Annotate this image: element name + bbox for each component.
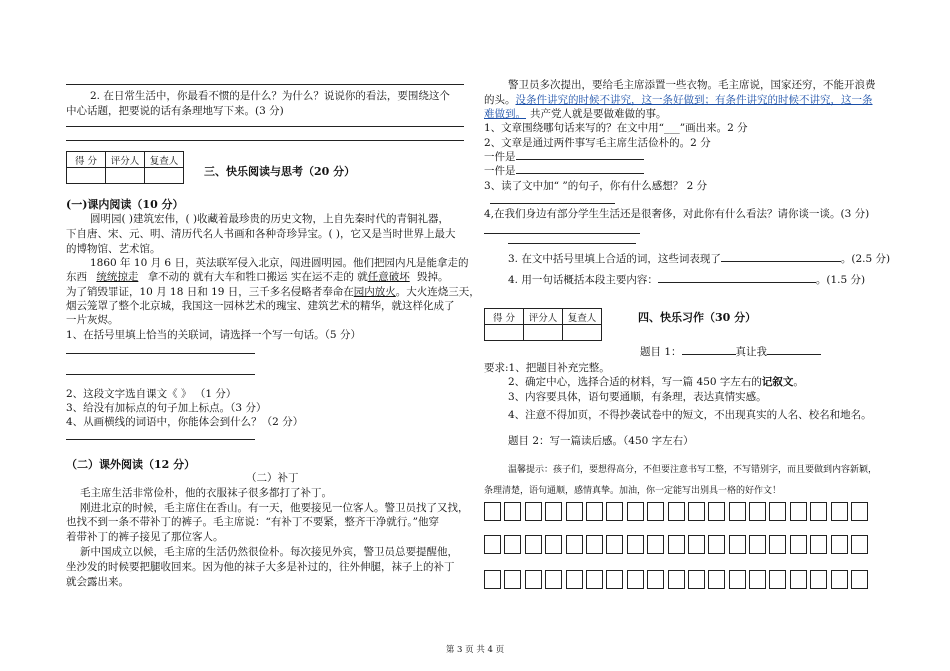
writing-cell[interactable] — [647, 570, 664, 589]
score-table-section4 — [484, 308, 602, 341]
right-question-2: 2、文章是通过两件事写毛主席生活俭朴的。2 分 — [484, 137, 711, 149]
writing-cell[interactable] — [749, 535, 766, 554]
right-question-3: 3、读了文中加“ ”的句子，你有什么感想？ 2 分 — [484, 180, 708, 192]
answer-line[interactable] — [484, 233, 640, 234]
writing-cell[interactable] — [851, 535, 868, 554]
page-footer: 第 3 页 共 4 页 — [445, 645, 505, 655]
requirement-3: 3、内容要具体，语句要通顺，有条理，表达真情实感。 — [508, 391, 767, 403]
writing-cell[interactable] — [606, 502, 623, 521]
writing-cell[interactable] — [504, 502, 521, 521]
score: 。(1.5 分) — [815, 274, 866, 286]
writing-cell[interactable] — [708, 502, 725, 521]
writing-cell[interactable] — [688, 502, 705, 521]
writing-cell[interactable] — [525, 502, 542, 521]
writing-cell[interactable] — [668, 535, 685, 554]
right-line2 — [484, 93, 873, 107]
title-blank[interactable] — [767, 354, 821, 355]
score-label: 得 分 — [67, 152, 106, 168]
writing-cell[interactable] — [708, 570, 725, 589]
writing-cell[interactable] — [566, 502, 583, 521]
text: 毁掉。 — [417, 271, 449, 283]
underlined-phrase: 任意破坏 — [367, 271, 410, 283]
passage-1-line3: 的博物馆、艺术馆。 — [66, 243, 161, 255]
question-2-line1: 2. 在日常生活中，你最看不惯的是什么？为什么？说说你的看法，要围绕这个 — [90, 90, 450, 102]
story-line7: 就会露出来。 — [66, 576, 129, 588]
grader-label: 评分人 — [106, 152, 145, 168]
writing-cell[interactable] — [851, 570, 868, 589]
writing-cell[interactable] — [668, 502, 685, 521]
label: 题目 1： — [640, 346, 682, 358]
reviewer-label: 复查人 — [145, 152, 184, 168]
story-line6: 坐沙发的时候要把腿收回来。因为他的袜子大多是补过的，往外伸腿，袜子上的补丁 — [66, 561, 455, 573]
tip-line1: 温馨提示：孩子们，要想得高分，不但要注意书写工整，不写错别字，而且要做到内容新颖， — [508, 465, 878, 475]
writing-cell[interactable] — [586, 502, 603, 521]
answer-line[interactable] — [66, 353, 255, 354]
passage-2-line2 — [66, 270, 449, 284]
writing-cell[interactable] — [606, 570, 623, 589]
inclass-reading-title: (一)课内阅读（10 分） — [66, 198, 184, 211]
right-question-2-item-a — [484, 150, 644, 164]
writing-cell[interactable] — [627, 502, 644, 521]
section-4-title: 四、快乐习作（30 分） — [638, 311, 757, 324]
writing-cell[interactable] — [769, 570, 786, 589]
question-2-line2: 中心话题，把要说的话有条理地写下来。(3 分) — [66, 105, 284, 117]
writing-cell[interactable] — [484, 570, 501, 589]
label: 一件是 — [484, 151, 516, 163]
passage-2-line4: 烟云笼罩了整个北京城，我国这一园林艺术的瑰宝、建筑艺术的精华，就这样化成了 — [66, 300, 455, 312]
text: 拿不动的 就有大车和牲口搬运 实在运不走的 就 — [147, 271, 368, 283]
writing-grid-row[interactable] — [484, 535, 871, 554]
requirement-1: 要求:1、把题目补充完整。 — [484, 362, 610, 374]
topic-2: 题目 2：写一篇读后感。（450 字左右） — [508, 435, 694, 447]
writing-cell[interactable] — [769, 502, 786, 521]
writing-cell[interactable] — [749, 502, 766, 521]
score-cell[interactable] — [485, 325, 524, 341]
writing-cell[interactable] — [566, 570, 583, 589]
right-question-1: 1、文章围绕哪句话来写的？在文中用“___”画出来。2 分 — [484, 122, 748, 134]
right-question-2-item-b — [484, 164, 644, 178]
writing-cell[interactable] — [586, 535, 603, 554]
writing-cell[interactable] — [749, 570, 766, 589]
tip-line2: 条理清楚，语句通顺，感情真挚。加油，你一定能写出别具一格的好作文！ — [484, 486, 782, 496]
answer-blank[interactable] — [721, 261, 841, 262]
writing-cell[interactable] — [525, 535, 542, 554]
story-title: （二）补丁 — [246, 472, 299, 484]
grader-label: 评分人 — [524, 309, 563, 325]
writing-cell[interactable] — [545, 570, 562, 589]
answer-line[interactable] — [490, 203, 615, 204]
story-line5: 新中国成立以候，毛主席的生活仍然很俭朴。每次接见外宾，警卫员总要提醒他， — [80, 546, 458, 558]
reviewer-cell[interactable] — [145, 168, 184, 184]
answer-blank[interactable] — [658, 282, 816, 283]
text: 。 — [793, 376, 804, 388]
topic-1 — [640, 345, 821, 359]
writing-cell[interactable] — [810, 570, 827, 589]
writing-cell[interactable] — [586, 570, 603, 589]
answer-line[interactable] — [66, 84, 464, 85]
requirement-2 — [508, 375, 804, 389]
story-line4: 着带补丁的裤子接见了那位客人。 — [66, 531, 224, 543]
writing-cell[interactable] — [831, 535, 848, 554]
right-question-6 — [508, 273, 865, 287]
passage-1-line1: 圆明园( )建筑宏伟，( )收藏着最珍贵的历史文物，上自先秦时代的青铜礼器， — [90, 213, 450, 225]
title-blank[interactable] — [682, 354, 736, 355]
score-table-section3 — [66, 151, 184, 184]
writing-cell[interactable] — [606, 535, 623, 554]
question-3: 3、给没有加标点的句子加上标点。（3 分） — [66, 402, 267, 414]
grader-cell[interactable] — [106, 168, 145, 184]
passage-1-line2: 下自唐、宋、元、明、清历代名人书画和各种奇珍异宝。( )，它又是当时世界上最大 — [66, 228, 456, 240]
question-2: 2、这段文字选自课文《 》 （1 分） — [66, 388, 237, 400]
writing-cell[interactable] — [525, 570, 542, 589]
right-line3 — [484, 107, 667, 121]
text: 为了销毁罪证，10 月 18 日和 19 日，三千多名侵略者奉命在 — [66, 286, 354, 298]
writing-cell[interactable] — [790, 502, 807, 521]
question-1: 1、在括号里填上恰当的关联词，请选择一个写一句话。（5 分） — [66, 329, 361, 341]
underlined-sentence: 难做到。 — [484, 108, 526, 120]
passage-2-line5: 一片灰烬。 — [66, 314, 119, 326]
requirement-4: 4、注意不得加页，不得抄袭试卷中的短文，不出现真实的人名、校名和地名。 — [508, 409, 872, 421]
score-label: 得 分 — [485, 309, 524, 325]
writing-cell[interactable] — [769, 535, 786, 554]
writing-cell[interactable] — [790, 535, 807, 554]
answer-line[interactable] — [66, 374, 255, 375]
answer-line[interactable] — [66, 126, 464, 127]
text: 共产党人就是要做难做的事。 — [530, 108, 667, 120]
writing-cell[interactable] — [831, 570, 848, 589]
writing-cell[interactable] — [484, 502, 501, 521]
story-line1: 毛主席生活非常俭朴，他的衣服袜子很多都打了补丁。 — [80, 487, 332, 499]
outclass-reading-title: （二）课外阅读（12 分） — [66, 458, 196, 471]
question-4: 4、从画横线的词语中，你能体会到什么？（2 分） — [66, 416, 304, 428]
writing-cell[interactable] — [484, 535, 501, 554]
writing-cell[interactable] — [708, 535, 725, 554]
writing-cell[interactable] — [627, 570, 644, 589]
text: 东西 — [66, 271, 87, 283]
writing-cell[interactable] — [729, 570, 746, 589]
answer-blank[interactable] — [516, 173, 644, 174]
passage-2-line3 — [66, 285, 480, 299]
writing-cell[interactable] — [729, 535, 746, 554]
right-question-4: 4,在我们身边有部分学生生活还是很奢侈，对此你有什么看法？请你谈一谈。(3 分) — [484, 208, 870, 220]
emphasis: 记叙文 — [761, 376, 794, 388]
score-cell[interactable] — [67, 168, 106, 184]
story-line2: 刚进北京的时候，毛主席住在香山。有一天，他要接见一位客人。警卫员找了又找， — [80, 502, 469, 514]
reviewer-label: 复查人 — [563, 309, 602, 325]
writing-cell[interactable] — [729, 502, 746, 521]
label: 一件是 — [484, 165, 516, 177]
text: 。大火连烧三天， — [395, 286, 480, 298]
grader-cell[interactable] — [524, 325, 563, 341]
passage-2-line1: 1860 年 10 月 6 日，英法联军侵入北京，闯进圆明园。他们把园内凡是能拿走的 — [90, 257, 469, 269]
writing-cell[interactable] — [647, 502, 664, 521]
section-3-title: 三、快乐阅读与思考（20 分） — [204, 165, 356, 178]
answer-line[interactable] — [66, 140, 464, 141]
writing-grid-row[interactable] — [484, 570, 871, 589]
writing-cell[interactable] — [504, 570, 521, 589]
writing-cell[interactable] — [627, 535, 644, 554]
right-line1: 警卫员多次提出，要给毛主席添置一些衣物。毛主席说，国家还穷，不能开浪费 — [508, 79, 876, 91]
writing-cell[interactable] — [688, 535, 705, 554]
underlined-sentence: 没条件讲究的时候不讲究，这一条好做到；有条件讲究的时候不讲究，这一条 — [515, 94, 873, 106]
answer-line[interactable] — [508, 243, 636, 244]
answer-blank[interactable] — [516, 159, 644, 160]
writing-grid-row[interactable] — [484, 502, 871, 521]
right-question-5 — [508, 252, 890, 266]
writing-cell[interactable] — [647, 535, 664, 554]
reviewer-cell[interactable] — [563, 325, 602, 341]
underlined-phrase: 统统掠走 — [96, 271, 139, 283]
writing-cell[interactable] — [688, 570, 705, 589]
writing-cell[interactable] — [545, 535, 562, 554]
text: 4. 用一句话概括本段主要内容： — [508, 274, 658, 286]
writing-cell[interactable] — [566, 535, 583, 554]
writing-cell[interactable] — [790, 570, 807, 589]
writing-cell[interactable] — [545, 502, 562, 521]
writing-cell[interactable] — [668, 570, 685, 589]
answer-line[interactable] — [66, 439, 255, 440]
writing-cell[interactable] — [504, 535, 521, 554]
text: 真让我 — [735, 346, 768, 358]
text: 的头。 — [484, 94, 516, 106]
underlined-phrase: 园内放火 — [353, 286, 396, 298]
writing-cell[interactable] — [810, 535, 827, 554]
writing-cell[interactable] — [851, 502, 868, 521]
text: 3. 在文中括号里填上合适的词，这些词表现了 — [508, 253, 721, 265]
score: 。(2.5 分) — [840, 253, 891, 265]
story-line3: 也找不到一条不带补丁的裤子。毛主席说：“有补丁不要紧，整齐干净就行。”他穿 — [66, 516, 439, 528]
text: 2、确定中心，选择合适的材料，写一篇 450 字左右的 — [508, 376, 762, 388]
writing-cell[interactable] — [810, 502, 827, 521]
writing-cell[interactable] — [831, 502, 848, 521]
